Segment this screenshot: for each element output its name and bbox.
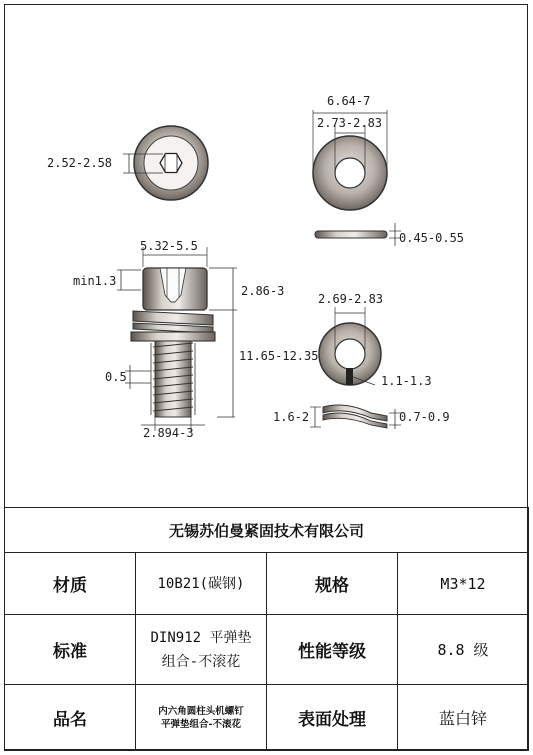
label-surface: 表面处理 — [267, 685, 398, 751]
value-material: 10B21(碳钢) — [136, 553, 267, 615]
value-surface: 蓝白锌 — [398, 685, 529, 751]
table-row — [5, 685, 529, 751]
screw-head-top-view — [47, 126, 208, 200]
dim-head-hex: 2.52-2.58 — [47, 156, 113, 170]
table-row — [5, 615, 529, 685]
dim-washer-inner: 2.73-2.83 — [317, 116, 383, 130]
label-spec: 规格 — [267, 553, 398, 615]
technical-drawing — [5, 5, 529, 507]
company-name: 无锡苏伯曼紧固技术有限公司 — [5, 508, 529, 553]
value-product-name — [136, 685, 267, 751]
flat-washer-top-view — [313, 94, 387, 210]
spring-washer-top-view — [318, 292, 432, 388]
value-product-name-line1: 内六角圆柱头机螺钉 — [158, 705, 244, 717]
dim-washer-outer: 6.64-7 — [327, 94, 371, 108]
spring-washer-side-view — [273, 405, 450, 429]
table-row — [5, 553, 529, 615]
label-standard: 标准 — [5, 615, 136, 685]
dim-thread-diameter: 2.894-3 — [143, 426, 194, 440]
dim-thread-pitch: 0.5 — [105, 370, 127, 384]
dim-total-length: 11.65-12.35 — [239, 349, 319, 363]
value-standard — [136, 615, 267, 685]
dim-head-diameter: 5.32-5.5 — [140, 239, 198, 253]
value-product-name-line2: 平弹垫组合-不滚花 — [161, 718, 241, 730]
dim-spring-thickness: 0.7-0.9 — [399, 410, 450, 424]
value-grade: 8.8 级 — [398, 615, 529, 685]
value-standard-line1: DIN912 平弹垫 — [150, 629, 252, 646]
dim-washer-thickness: 0.45-0.55 — [399, 231, 465, 245]
dim-head-height: 2.86-3 — [241, 284, 285, 298]
value-standard-line2: 组合-不滚花 — [161, 653, 241, 670]
value-spec: M3*12 — [398, 553, 529, 615]
label-grade: 性能等级 — [267, 615, 398, 685]
spec-sheet — [4, 4, 528, 750]
dim-spring-width: 1.6-2 — [273, 410, 310, 424]
dim-spring-gap: 1.1-1.3 — [381, 374, 432, 388]
dim-head-chamfer: min1.3 — [73, 274, 117, 288]
flat-washer-side-view — [315, 223, 464, 246]
dim-spring-inner: 2.69-2.83 — [318, 292, 384, 306]
label-material: 材质 — [5, 553, 136, 615]
spec-table — [4, 507, 529, 751]
label-product-name: 品名 — [5, 685, 136, 751]
